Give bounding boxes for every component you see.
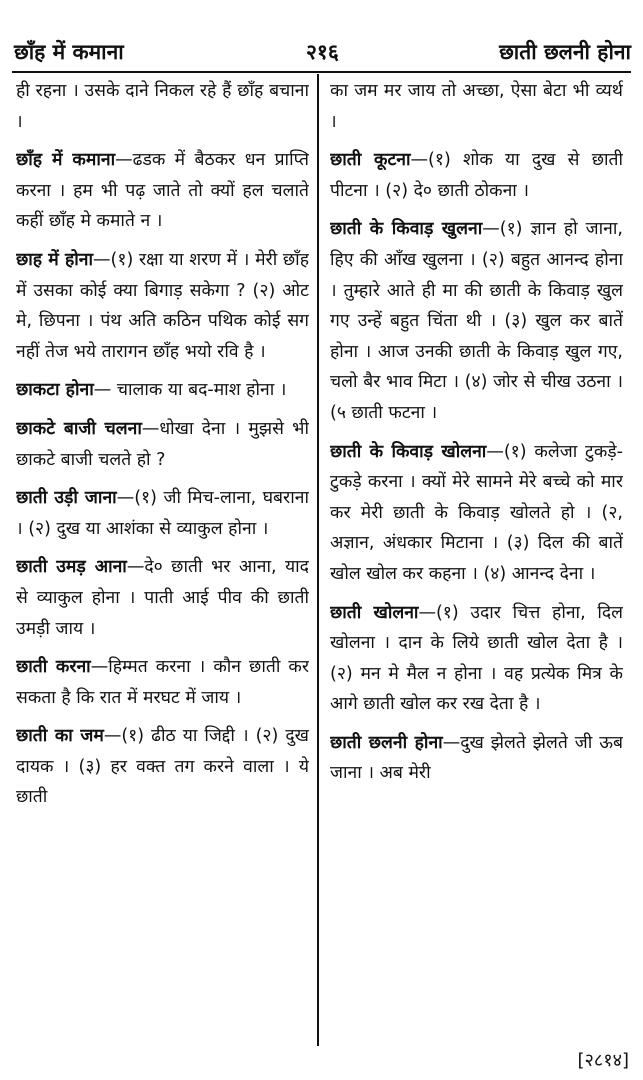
headword: छाती उड़ी जाना [16, 488, 117, 509]
dictionary-entry [330, 214, 623, 428]
headword: छाँह में कमाना [16, 150, 116, 171]
dictionary-entry: ही रहना । उसके दाने निकल रहे हैं छाँह बचाना । [16, 81, 309, 132]
dictionary-entry [330, 598, 623, 720]
dictionary-entry [330, 728, 623, 789]
definition: —(१) शोक या दुख से छाती पीटना । (२) दे० छाती ठोकना । [330, 150, 623, 201]
definition: —हिम्मत करना । कौन छाती कर सकता है कि रात में मरघट में जाय । [16, 657, 309, 708]
header-rule [12, 71, 631, 73]
definition: —दुख झेलते झेलते जी ऊब जाना । अब मेरी [330, 732, 623, 784]
headword: छाकटे बाजी चलना [16, 418, 142, 439]
headword: छाती खोलना [330, 602, 419, 623]
dictionary-entry [16, 721, 309, 813]
dictionary-entry [16, 414, 309, 475]
dictionary-entry [330, 145, 623, 206]
definition: —ढडक में बैठकर धन प्राप्ति करना । हम भी पढ़ जाते तो क्यों हल चलाते कहीं छाँह मे कमाते न । [16, 150, 309, 232]
column-divider [317, 74, 319, 1046]
header-right-guideword: छाती छलनी होना [499, 40, 631, 64]
headword: छाती के किवाड़ खोलना [330, 441, 487, 462]
headword: छाह में होना [16, 249, 94, 270]
definition: —(१) जी मिच-लाना, घबराना । (२) दुख या आशंका से व्याकुल होना । [16, 488, 309, 539]
definition: — चालाक या बद-माश होना । [93, 380, 287, 401]
headword: छाती कूटना [330, 150, 411, 171]
dictionary-entry [16, 245, 309, 367]
dictionary-entry [16, 552, 309, 644]
definition: —(१) कलेजा टुकड़े-टुकड़े करना । क्यों मेरे सामने मेरे बच्चे को मार कर मेरी छाती के किवाड़ खोलते हो । (२, अज्ञान, अंधकार मिटाना । (३) दिल की बातें खोल खोल कर कहना । (४) आनन्द देना । [330, 441, 623, 584]
headword: छाती उमड़ आना [16, 557, 127, 578]
dictionary-entry [16, 145, 309, 237]
definition: —(१) रक्षा या शरण में । मेरी छाँह में उसका कोई क्या बिगाड़ सकेगा ? (२) ओट मे, छिपना । पंथ अति कठिन पथिक कोई सग नहीं तेज भये तारागन छाँह भयो रवि है । [16, 249, 309, 362]
definition: —दे० छाती भर आना, याद से व्याकुल होना । पाती आई पीव की छाती उमड़ी जाय । [16, 557, 309, 639]
headword: छाकटा होना [16, 380, 94, 401]
headword: छाती के किवाड़ खुलना [330, 219, 483, 240]
dictionary-entry: का जम मर जाय तो अच्छा, ऐसा बेटा भी व्यर्थ । [330, 81, 623, 132]
definition: —(१) उदार चित्त होना, दिल खोलना । दान के लिये छाती खोल देता है । (२) मन मे मैल न होना । वह प्रत्येक मित्र के आगे छाती खोल कर रख देता है । [330, 602, 623, 715]
dictionary-entry [16, 375, 309, 406]
dictionary-entry [16, 652, 309, 713]
header-left-guideword: छाँह में कमाना [14, 40, 124, 64]
headword: छाती करना [16, 657, 91, 678]
definition: —(१) ढीठ या जिद्दी । (२) दुख दायक । (३) हर वक्त तग करने वाला । ये छाती [16, 726, 309, 808]
dictionary-entry [16, 483, 309, 544]
sheet-mark: [२८१४] [577, 1050, 629, 1071]
page-number: २१६ [306, 40, 339, 64]
definition: —धोखा देना । मुझसे भी छाकटे बाजी चलते हो ? [16, 418, 309, 470]
running-header [14, 34, 631, 70]
headword: छाती का जम [16, 726, 104, 747]
definition: —(१) ज्ञान हो जाना, हिए की आँख खुलना । (२) बहुत आनन्द होना । तुम्हारे आते ही मा की छाती के किवाड़ खुल गए उन्हें बहुत चिंता थी । (३) खुल कर बातें होना । आज उनकी छाती के किवाड़ खुल गए, चलो बैर भाव मिटा । (४) जोर से चीख उठना । (५ छाती फटना । [330, 219, 623, 423]
headword: छाती छलनी होना [330, 732, 443, 753]
dictionary-entry [330, 437, 623, 590]
left-column [16, 76, 309, 1044]
right-column [330, 76, 623, 1044]
